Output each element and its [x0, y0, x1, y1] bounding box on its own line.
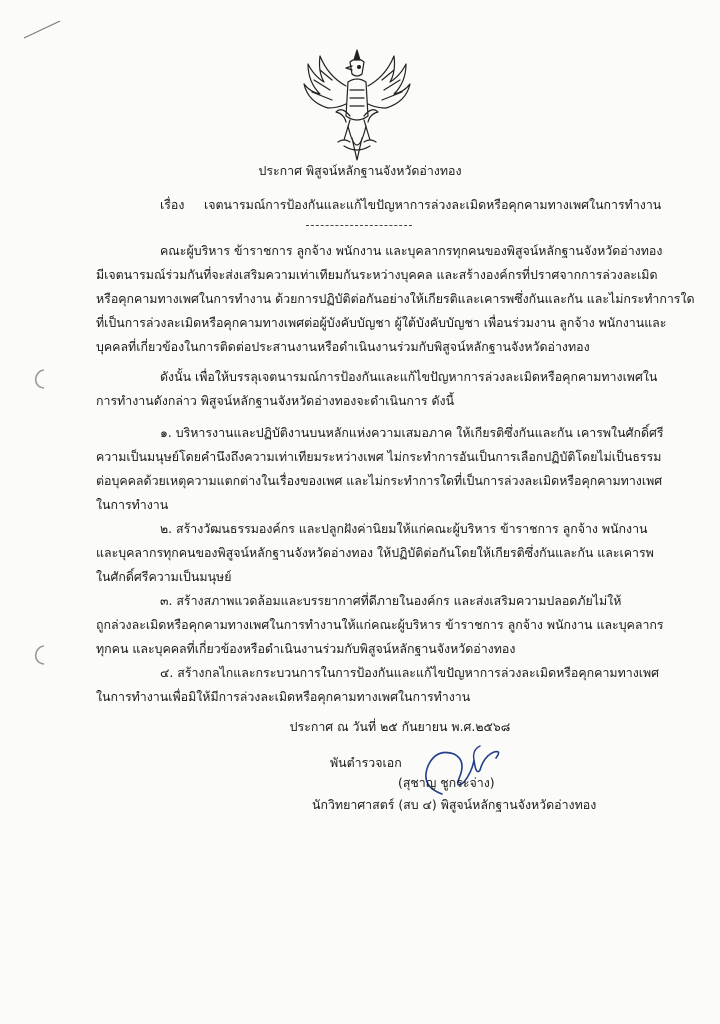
paragraph-line: ที่เป็นการล่วงละเมิดหรือคุกคามทางเพศต่อผู้บังคับบัญชา ผู้ใต้บังคับบัญชา เพื่อนร่วมงาน ลูกจ้าง พนักงานและ — [96, 315, 667, 330]
paragraph-line: ในศักดิ์ศรีความเป็นมนุษย์ — [96, 569, 232, 584]
paragraph-line: ในการทำงานเพื่อมิให้มีการล่วงละเมิดหรือคุกคามทางเพศในการทำงาน — [96, 689, 471, 704]
paragraph-line: ทุกคน และบุคคลที่เกี่ยวข้องหรือดำเนินงานร่วมกับพิสูจน์หลักฐานจังหวัดอ่างทอง — [96, 641, 516, 656]
announcement-date: ประกาศ ณ วันที่ ๒๕ กันยายน พ.ศ.๒๕๖๘ — [289, 719, 511, 734]
punch-hole-icon — [30, 644, 46, 666]
subject-label: เรื่อง — [160, 197, 185, 212]
paragraph-line: คณะผู้บริหาร ข้าราชการ ลูกจ้าง พนักงาน และบุคลากรทุกคนของพิสูจน์หลักฐานจังหวัดอ่างทอง — [160, 243, 663, 258]
paragraph-line: ๑. บริหารงานและปฏิบัติงานบนหลักแห่งความเสมอภาค ให้เกียรติซึ่งกันและกัน เคารพในศักดิ์ศรี — [160, 425, 664, 440]
paragraph-line: ๔. สร้างกลไกและกระบวนการในการป้องกันและแก้ไขปัญหาการล่วงละเมิดหรือคุกคามทางเพศ — [160, 665, 660, 680]
pen-stroke-mark — [22, 18, 62, 40]
paragraph-line: ความเป็นมนุษย์โดยคำนึงถึงความเท่าเทียมระหว่างเพศ ไม่กระทำการอันเป็นการเลือกปฏิบัติโดยไม่เป็นธรรม — [96, 449, 662, 464]
handwritten-signature-icon — [414, 742, 506, 802]
paragraph-line: ในการทำงาน — [96, 497, 169, 512]
signer-rank: พันตำรวจเอก — [330, 755, 402, 770]
punch-hole-icon — [30, 368, 46, 390]
paragraph-line: ต่อบุคคลด้วยเหตุความแตกต่างในเรื่องของเพศ และไม่กระทำการใดที่เป็นการล่วงละเมิดหรือคุกคามทางเพศ — [96, 473, 663, 488]
signer-position: นักวิทยาศาสตร์ (สบ ๔) พิสูจน์หลักฐานจังหวัดอ่างทอง — [312, 797, 597, 812]
page-title: ประกาศ พิสูจน์หลักฐานจังหวัดอ่างทอง — [258, 163, 462, 178]
signer-name: (สุชาญ ชูกระจ่าง) — [398, 775, 495, 790]
paragraph-line: บุคคลที่เกี่ยวข้องในการติดต่อประสานงานหรือดำเนินงานร่วมกับพิสูจน์หลักฐานจังหวัดอ่างทอง — [96, 339, 590, 354]
paragraph-line: หรือคุกคามทางเพศในการทำงาน ด้วยการปฏิบัติต่อกันอย่างให้เกียรติและเคารพซึ่งกันและกัน และไม่กระทำการใด — [96, 291, 695, 306]
paragraph-line: ถูกล่วงละเมิดหรือคุกคามทางเพศในการทำงานให้แก่คณะผู้บริหาร ข้าราชการ ลูกจ้าง พนักงาน และบุคลากร — [96, 617, 664, 632]
paragraph-line: มีเจตนารมณ์ร่วมกันที่จะส่งเสริมความเท่าเทียมกันระหว่างบุคคล และสร้างองค์กรที่ปราศจากการล่วงละเมิด — [96, 267, 658, 282]
paragraph-line: การทำงานดังกล่าว พิสูจน์หลักฐานจังหวัดอ่างทองจะดำเนินการ ดังนี้ — [96, 393, 455, 408]
paragraph-line: ๒. สร้างวัฒนธรรมองค์กร และปลูกฝังค่านิยมให้แก่คณะผู้บริหาร ข้าราชการ ลูกจ้าง พนักงาน — [160, 521, 648, 536]
paragraph-line: ดังนั้น เพื่อให้บรรลุเจตนารมณ์การป้องกันและแก้ไขปัญหาการล่วงละเมิดหรือคุกคามทางเพศใน — [160, 369, 658, 384]
garuda-emblem-icon — [298, 46, 416, 170]
title-divider — [306, 225, 412, 226]
paragraph-line: ๓. สร้างสภาพแวดล้อมและบรรยากาศที่ดีภายในองค์กร และส่งเสริมความปลอดภัยไม่ให้ — [160, 593, 622, 608]
paragraph-line: และบุคลากรทุกคนของพิสูจน์หลักฐานจังหวัดอ่างทอง ให้ปฏิบัติต่อกันโดยให้เกียรติซึ่งกันและกัน และเคารพ — [96, 545, 654, 560]
subject-text: เจตนารมณ์การป้องกันและแก้ไขปัญหาการล่วงละเมิดหรือคุกคามทางเพศในการทำงาน — [204, 197, 662, 212]
